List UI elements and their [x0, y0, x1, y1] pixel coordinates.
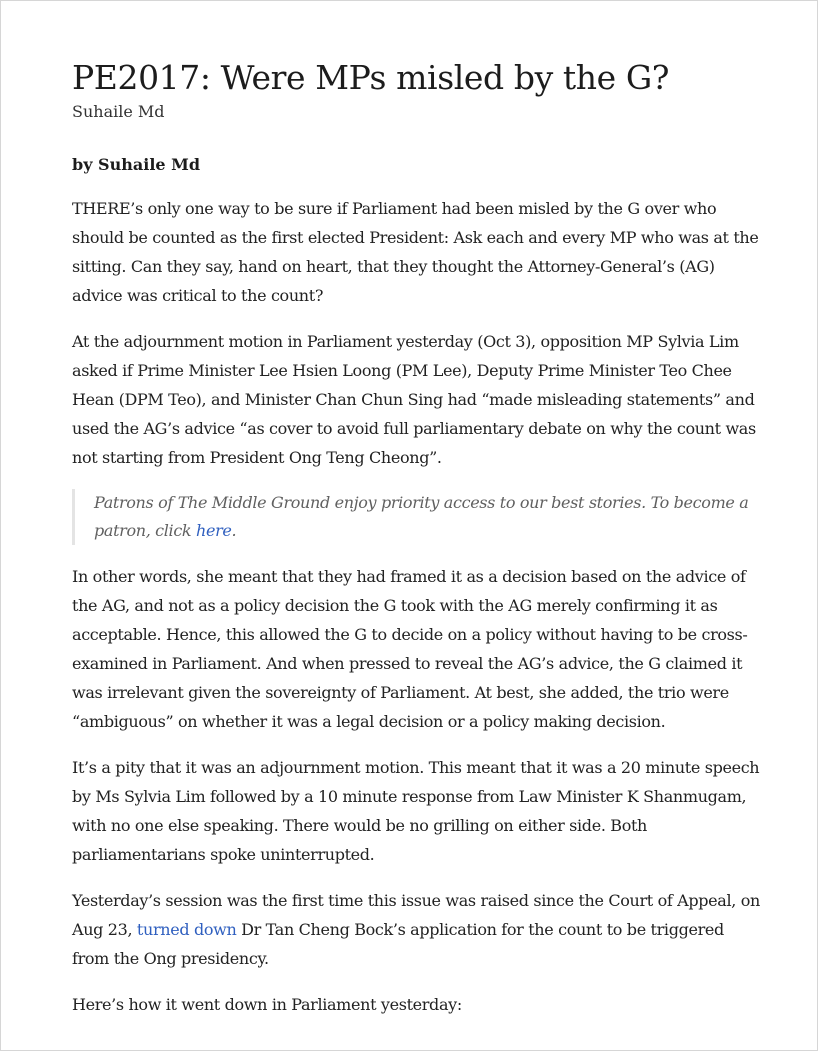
- paragraph-5-text-end: Dr Tan Cheng Bock’s application for the count to be triggered from the Ong presidency.: [72, 920, 724, 968]
- article-title: PE2017: Were MPs misled by the G?: [72, 58, 670, 97]
- paragraph-1: THERE’s only one way to be sure if Parliament had been misled by the G over who should be counted as the first elected President: Ask each and every MP who was at the sitting. Can they say, hand on heart, that they thought the Attorney-General’s (AG) advice was critical to the count?: [72, 199, 759, 305]
- paragraph-3: In other words, she meant that they had framed it as a decision based on the advice of the AG, and not as a policy decision the G took with the AG merely confirming it as acceptable. Hence, this allowed the G to decide on a policy without having to be cross-examined in Parliament. And when pressed to reveal the AG’s advice, the G claimed it was irrelevant given the sovereignty of Parliament. At best, she added, the trio were “ambiguous” on whether it was a legal decision or a policy making decision.: [72, 567, 748, 731]
- paragraph-6: Here’s how it went down in Parliament yesterday:: [72, 995, 462, 1014]
- patron-link[interactable]: here: [196, 521, 232, 540]
- article: [72, 57, 762, 1019]
- byline: by Suhaile Md: [72, 155, 201, 174]
- patron-callout-end: .: [231, 521, 237, 540]
- patron-callout-text: Patrons of The Middle Ground enjoy priority access to our best stories. To become a patron, click: [94, 493, 749, 540]
- paragraph-5: [72, 886, 762, 973]
- paragraph-2: At the adjournment motion in Parliament yesterday (Oct 3), opposition MP Sylvia Lim asked if Prime Minister Lee Hsien Loong (PM Lee), Deputy Prime Minister Teo Chee Hean (DPM Teo), and Minister Chan Chun Sing had “made misleading statements” and used the AG’s advice “as cover to avoid full parliamentary debate on why the count was not starting from President Ong Teng Cheong”.: [72, 332, 756, 467]
- paragraph-4: It’s a pity that it was an adjournment motion. This meant that it was a 20 minute speech by Ms Sylvia Lim followed by a 10 minute response from Law Minister K Shanmugam, with no one else speaking. There would be no grilling on either side. Both parliamentarians spoke uninterrupted.: [72, 758, 760, 864]
- paragraph-5-text-start: Yesterday’s session was the first time this issue was raised since the Court of Appeal, on Aug 23,: [72, 891, 760, 939]
- turned-down-link[interactable]: turned down: [136, 920, 237, 939]
- patron-callout: [72, 489, 762, 545]
- article-author: Suhaile Md: [72, 102, 165, 121]
